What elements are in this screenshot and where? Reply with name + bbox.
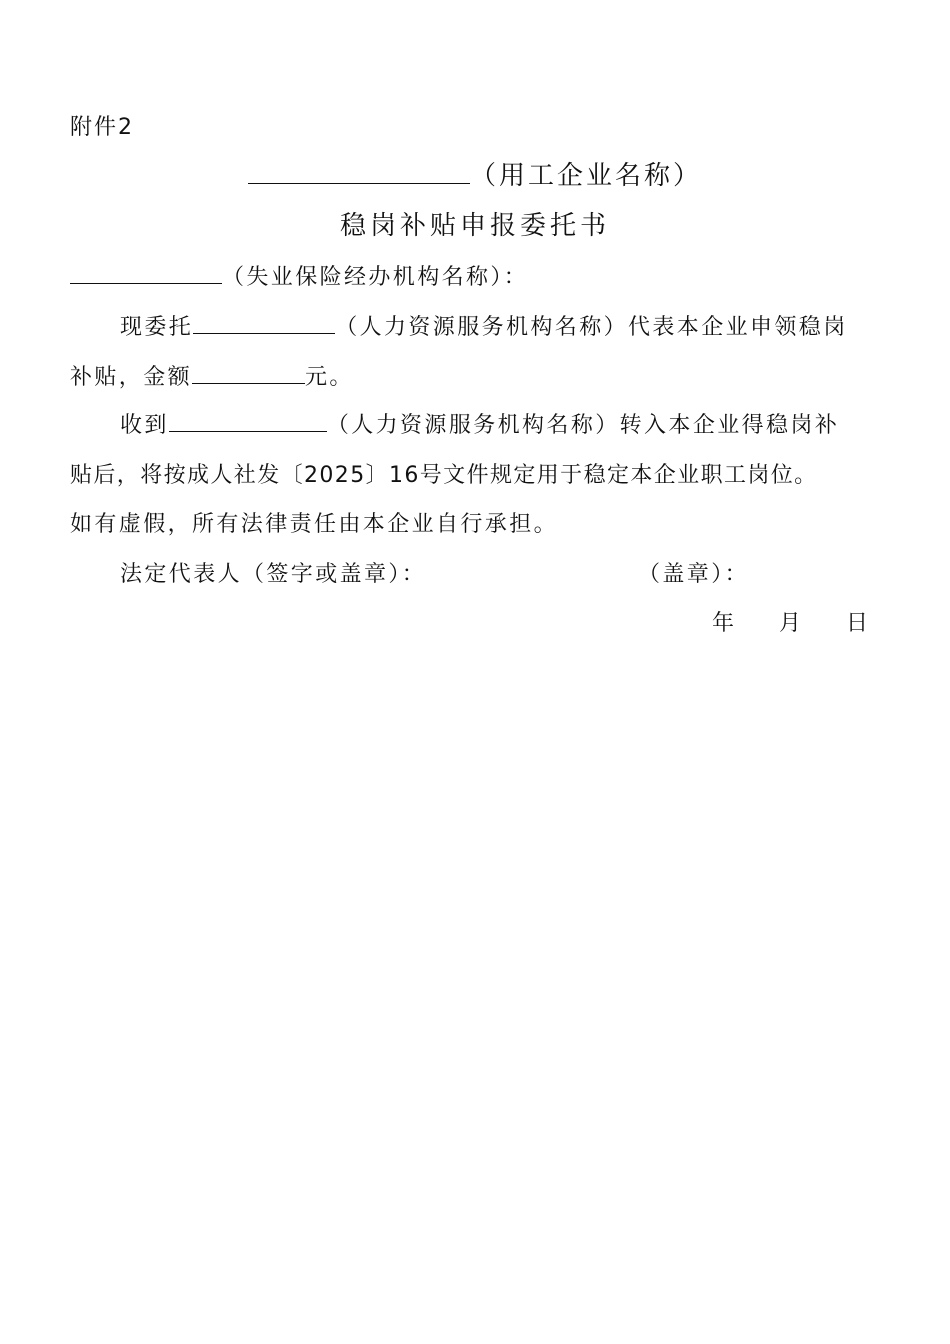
date-day: 日 (846, 611, 869, 636)
para2-line1 (120, 408, 885, 439)
attachment-label: 附件2 (70, 115, 134, 140)
seal-label: （盖章）： (638, 562, 750, 587)
para2-line2: 贴后，将按成人社发〔2025〕16号文件规定用于稳定本企业职工岗位。 (70, 463, 818, 488)
title-employer-line (0, 155, 950, 192)
addressee-line (70, 260, 885, 291)
date-year: 年 (712, 611, 735, 636)
amount-blank[interactable] (192, 361, 305, 384)
para1-line1 (120, 310, 885, 341)
service-agency-blank-1[interactable] (193, 311, 335, 334)
addressee-suffix: （失业保险经办机构名称）： (222, 265, 529, 290)
legal-rep-label: 法定代表人（签字或盖章）： (120, 562, 427, 587)
employer-name-blank[interactable] (248, 157, 470, 184)
service-agency-blank-2[interactable] (169, 409, 327, 432)
document-title: 稳岗补贴申报委托书 (339, 211, 610, 241)
para1-line2-prefix: 补贴，金额 (70, 365, 193, 390)
para1-agency-suffix: （人力资源服务机构名称）代表本企业申领稳岗 (335, 315, 848, 340)
para2-line3: 如有虚假，所有法律责任由本企业自行承担。 (70, 512, 559, 537)
para1-line2-suffix: 元。 (305, 365, 354, 390)
para2-line1-suffix: （人力资源服务机构名称）转入本企业得稳岗补 (326, 413, 840, 438)
para2-prefix: 收到 (120, 413, 169, 438)
date-row (712, 606, 868, 637)
agency-name-blank[interactable] (70, 261, 222, 284)
signature-line (120, 557, 885, 588)
para1-prefix: 现委托 (120, 315, 194, 340)
employer-name-suffix: （用工企业名称） (469, 161, 702, 191)
date-month: 月 (779, 611, 802, 636)
para1-line2 (70, 360, 885, 391)
